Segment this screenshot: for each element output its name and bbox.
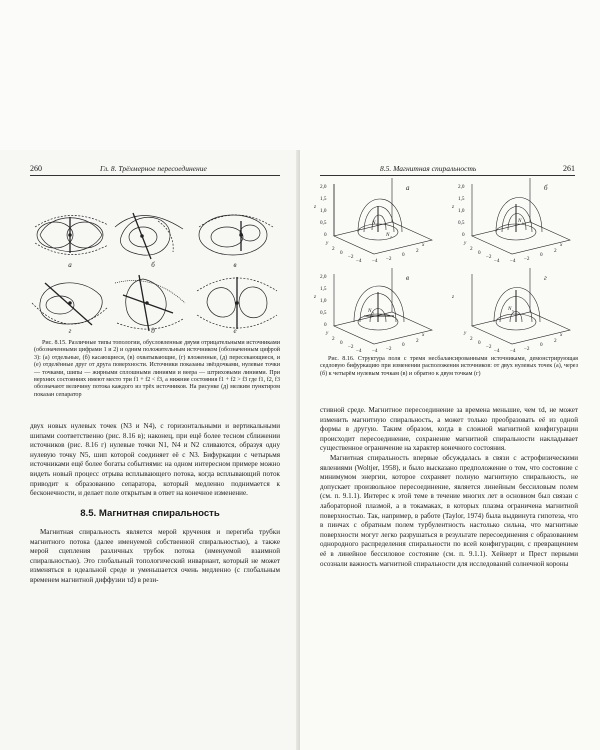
svg-text:−4: −4 [372, 258, 378, 264]
fig816-panel-a [314, 178, 432, 264]
svg-text:1: 1 [376, 223, 378, 227]
svg-text:N: N [508, 306, 512, 312]
svg-text:0: 0 [324, 322, 327, 328]
svg-text:0: 0 [340, 340, 343, 346]
svg-text:−2: −2 [386, 256, 392, 262]
svg-text:z: z [314, 294, 317, 300]
paragraph-1: стивной среде. Магнитное пересоединение за времена меньшие, чем τd, не может изменить магнитную спиральность, а может только преобразовать её из одной формы в другую. Таким образом, когда в сложной магнитной конфигурации происходит пересоединение, сохранение магнитной спиральности накладывает существенное ограничение на характер конечного состояния. [320, 406, 578, 453]
svg-text:2: 2 [554, 338, 557, 344]
svg-text:−4: −4 [356, 258, 362, 264]
paragraph-2: Магнитная спиральность впервые обсуждалась в связи с астрофизическими явлениями (Woltjer, 1958), и было высказано предположение о том, что состояние с минимумом энергии, которое сохраняет полную магнитную спиральность, не допускает произвольное пересоединение, является линейным бессиловым полем (см. п. 9.1.1). Интерес к этой теме в течение многих лет в основном был связан с лабораторной плазмой, а в токамаках, в которых плазма ограничена магнитной поверхностью. Так, например, в работе (Taylor, 1974) была выдвинута гипотеза, что в пинчах с обратным полем турбулентность настолько сильна, что магнитные поверхности могут легко разрушаться в результате пересоединения с образованием однородного распределения спиральности по всей конфигурации, с превращением её в линейное бессиловое состояние (см. п. 9.1.1). Хейнерт и Прест первыми осознали важность магнитной спиральности для исследований солнечной короны [320, 453, 578, 568]
svg-text:y: y [326, 330, 329, 336]
svg-text:1,5: 1,5 [458, 196, 465, 202]
left-body-text-2 [30, 528, 280, 586]
svg-text:z: z [314, 204, 317, 210]
topology-panel-g [32, 283, 108, 325]
svg-text:−2: −2 [386, 346, 392, 352]
svg-text:0: 0 [402, 342, 405, 348]
svg-text:1,0: 1,0 [458, 208, 465, 214]
svg-text:1,0: 1,0 [320, 298, 327, 304]
topology-panel-a [35, 215, 108, 254]
svg-text:0: 0 [462, 232, 465, 238]
paragraph-continued: двух новых нулевых точек (N3 и N4), с горизонтальными и вертикальными шипами соответственно (рис. 8.16 в); наконец, при ещё более тесном сближении источников (рис. 8.16 г) нулевые точки N1, N4 и N2 сливаются, образуя одну нулевую точку N5, шип которой соединяет её с N3. Бифуркации с четырьмя источниками ещё более богаты событиями: на одном интересном примере можно видеть новый процесс отрыва всплывающего потока, когда всплывающий поток приводит к образованию сепаратора, который медленно поднимается к бесконечности, и делает поле открытым в ответ на конечное изменение. [30, 422, 280, 498]
svg-text:3: 3 [372, 311, 374, 315]
svg-text:z: z [452, 294, 455, 300]
fig816-panel-b [451, 178, 570, 264]
svg-text:2: 2 [416, 338, 419, 344]
left-running-head [30, 164, 280, 176]
left-page [0, 150, 300, 750]
svg-text:2: 2 [332, 246, 335, 252]
svg-text:N: N [368, 308, 372, 314]
svg-text:x: x [560, 242, 563, 248]
svg-text:2: 2 [554, 248, 557, 254]
svg-text:1,0: 1,0 [320, 208, 327, 214]
svg-text:−4: −4 [494, 348, 500, 354]
left-body-text-1 [30, 422, 280, 499]
svg-text:2,0: 2,0 [320, 274, 327, 280]
fig816-label-a: а [406, 184, 410, 192]
fig816-label-v: в [406, 274, 410, 282]
svg-text:−4: −4 [372, 348, 378, 354]
svg-text:5: 5 [512, 309, 514, 313]
svg-text:1,5: 1,5 [320, 286, 327, 292]
svg-text:N: N [386, 232, 390, 238]
svg-text:−2: −2 [524, 346, 530, 352]
svg-text:−2: −2 [348, 344, 354, 350]
left-running-title: Гл. 8. Трёхмерное пересоединение [100, 164, 207, 173]
svg-text:0,5: 0,5 [320, 310, 327, 316]
fig815-label-e: е [233, 327, 237, 335]
svg-text:x: x [422, 332, 425, 338]
svg-text:0: 0 [324, 232, 327, 238]
left-page-number: 260 [30, 164, 42, 173]
svg-text:2: 2 [416, 248, 419, 254]
svg-text:2: 2 [390, 235, 392, 239]
svg-text:y: y [326, 240, 329, 246]
fig816-panel-v [314, 268, 432, 354]
paragraph-section: Магнитная спиральность является мерой кручения и перегиба трубки магнитного потока (далее именуемой собственной спиральностью), а также мерой сцепления различных трубок потока (именуемой взаимной спиральностью). Это глобальный топологический инвариант, который не может изменяться в идеальной среде и уменьшается очень медленно (с глобальным временем магнитной диффузии τd) в рези- [30, 528, 280, 584]
fig815-label-v: в [233, 261, 237, 269]
fig816-label-g: г [544, 274, 547, 282]
svg-text:−4: −4 [510, 258, 516, 264]
topology-panel-b [115, 213, 183, 259]
svg-text:0: 0 [402, 252, 405, 258]
fig815-label-g: г [68, 327, 72, 335]
svg-text:0: 0 [340, 250, 343, 256]
fig815-label-d: д [151, 327, 155, 335]
fig815-label-b: б [151, 261, 155, 269]
caption-8-16: Рис. 8.16. Структура поля с тремя несбалансированными источниками, демонстрирующая седловую бифуркацию при изменении расположения источников: от двух нулевых точек (а), через (б) к четырём нулевым точкам (в) и обратно к двум точкам (г) [320, 356, 578, 377]
topology-panel-e [197, 277, 277, 329]
svg-text:2: 2 [470, 336, 473, 342]
right-running-title: 8.5. Магнитная спиральность [380, 164, 477, 173]
svg-text:2,0: 2,0 [458, 184, 465, 190]
right-page [300, 150, 600, 750]
fig816-label-b: б [544, 184, 548, 192]
svg-text:N: N [372, 220, 376, 226]
topology-panel-v [199, 215, 273, 255]
svg-text:N: N [518, 218, 522, 224]
svg-text:2: 2 [470, 246, 473, 252]
figure-8-15 [25, 205, 280, 335]
right-running-head [320, 164, 575, 176]
svg-text:0: 0 [478, 250, 481, 256]
svg-text:0: 0 [540, 342, 543, 348]
svg-text:0,5: 0,5 [320, 220, 327, 226]
svg-text:−4: −4 [494, 258, 500, 264]
svg-text:0,5: 0,5 [458, 220, 465, 226]
topology-panel-d [115, 275, 185, 331]
fig816-panel-g [451, 268, 570, 354]
svg-text:2: 2 [332, 336, 335, 342]
svg-text:2,0: 2,0 [320, 184, 327, 190]
svg-text:1,5: 1,5 [320, 196, 327, 202]
svg-text:−4: −4 [356, 348, 362, 354]
svg-text:−2: −2 [348, 254, 354, 260]
svg-text:y: y [464, 240, 467, 246]
svg-text:−4: −4 [510, 348, 516, 354]
right-page-number: 261 [563, 164, 575, 173]
svg-text:x: x [560, 332, 563, 338]
svg-text:y: y [464, 330, 467, 336]
figure-8-16 [314, 178, 584, 354]
svg-text:0: 0 [540, 252, 543, 258]
svg-text:−2: −2 [486, 344, 492, 350]
right-body-text [320, 406, 578, 569]
svg-text:1: 1 [522, 221, 524, 225]
caption-8-15: Рис. 8.15. Различные типы топологии, обусловленные двумя отрицательными источниками (обозначенными цифрами 1 и 2) и одним положительным источником (обозначенным цифрой 3): (а) отдельные, (б) касающиеся, (в) охватывающие, (г) вложенные, (д) пересекающиеся, и (е) отделённые друг от друга поверхности. Источники показаны звёздочками, нулевые точки — точками, шипы — жирными сплошными линиями и веера — штриховыми линиями. При верхних состояниях имеют место три f1 + f2 < f3, а нижние состояния f1 + f2 > f3 где f1, f2, f3 обозначают величину потока каждого из трёх источников. На рисунке (д) мелким пунктиром показан сепаратор [34, 340, 280, 398]
svg-text:−2: −2 [524, 256, 530, 262]
svg-text:z: z [452, 204, 455, 210]
svg-text:0: 0 [478, 340, 481, 346]
fig815-label-a: а [68, 261, 72, 269]
svg-text:x: x [422, 242, 425, 248]
section-heading: 8.5. Магнитная спиральность [80, 508, 220, 519]
svg-text:−2: −2 [486, 254, 492, 260]
